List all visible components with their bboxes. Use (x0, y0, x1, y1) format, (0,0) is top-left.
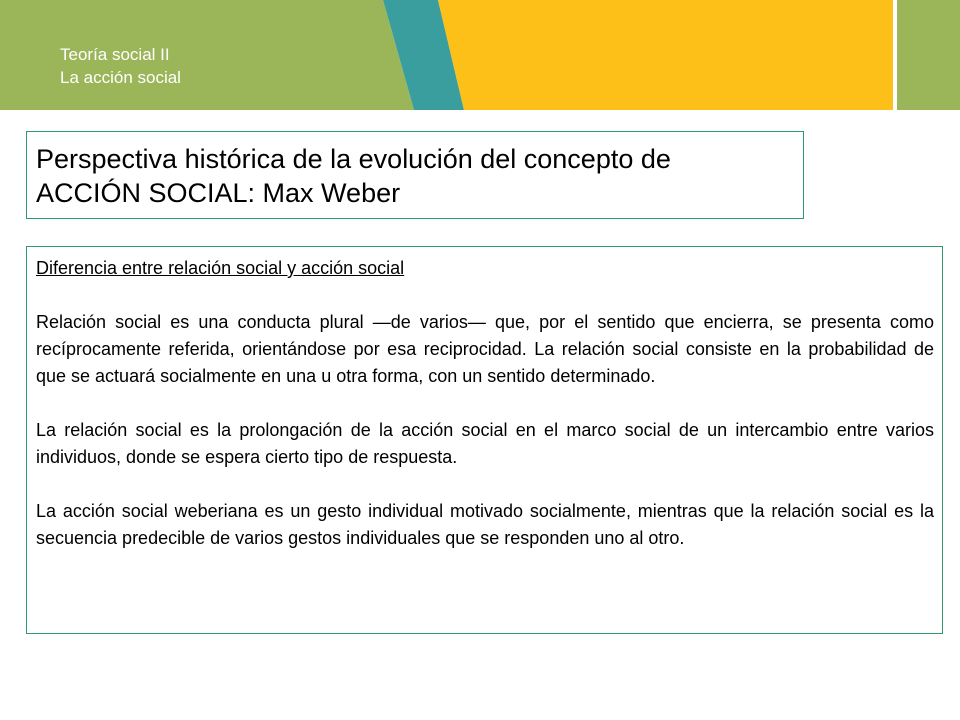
course-title: Teoría social II (60, 45, 170, 64)
slide-title-box (26, 131, 804, 219)
course-subtitle: La acción social (60, 68, 181, 87)
yellow-band (438, 0, 893, 110)
content-box (26, 246, 943, 634)
slide-title-line-1: Perspectiva histórica de la evolución del concepto de (36, 144, 671, 174)
paragraph-prolongacion: La relación social es la prolongación de la acción social en el marco social de un intercambio entre varios individuos, donde se espera cierto tipo de respuesta. (36, 420, 934, 467)
slide-title-line-2: ACCIÓN SOCIAL: Max Weber (36, 178, 401, 208)
paragraph-relacion-social: Relación social es una conducta plural —de varios— que, por el sentido que encierra, se presenta como recíprocamente referida, orientándose por esa reciprocidad. La relación social consiste en la probabilidad de que se actuará socialmente en una u otra forma, con un sentido determinado. (36, 312, 934, 386)
slide-title (36, 142, 795, 210)
green-end-band (897, 0, 960, 110)
section-heading: Diferencia entre relación social y acción social (36, 258, 405, 278)
course-label (60, 43, 181, 89)
paragraph-accion-weberiana: La acción social weberiana es un gesto individual motivado socialmente, mientras que la relación social es la secuencia predecible de varios gestos individuales que se responden uno al otro. (36, 501, 934, 548)
header-banner (0, 0, 960, 110)
